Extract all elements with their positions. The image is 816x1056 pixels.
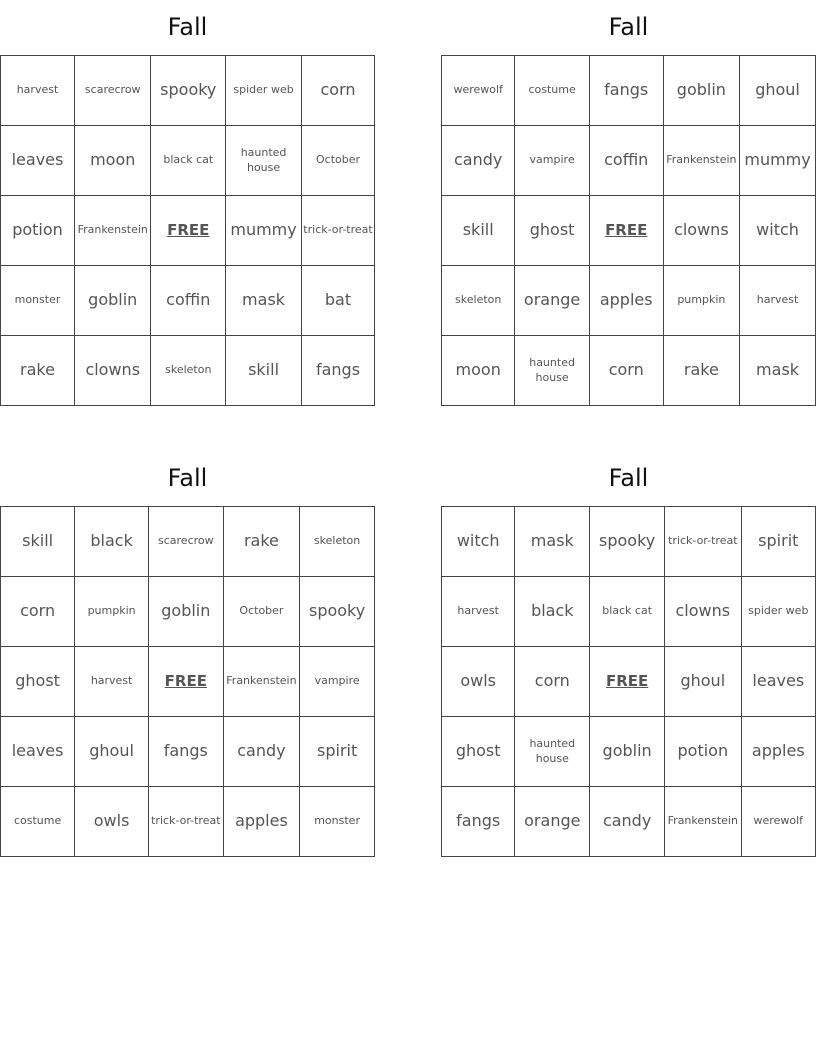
bingo-cell: mummy bbox=[740, 126, 816, 196]
card-title: Fall bbox=[608, 464, 649, 492]
bingo-cell: ghost bbox=[515, 196, 589, 266]
bingo-cell: Frankenstein bbox=[663, 126, 739, 196]
bingo-cell: spirit bbox=[741, 507, 815, 577]
bingo-cell: trick-or-treat bbox=[148, 787, 223, 857]
bingo-cell: mask bbox=[740, 336, 816, 406]
bingo-row bbox=[1, 196, 375, 266]
bingo-cell: pumpkin bbox=[663, 266, 739, 336]
bingo-cell: coffin bbox=[151, 266, 226, 336]
bingo-cell: witch bbox=[442, 507, 515, 577]
bingo-cell: scarecrow bbox=[148, 507, 223, 577]
bingo-cell: goblin bbox=[590, 717, 665, 787]
bingo-cell: Frankenstein bbox=[665, 787, 742, 857]
bingo-row bbox=[1, 647, 375, 717]
bingo-row bbox=[442, 577, 816, 647]
bingo-cell: scarecrow bbox=[74, 56, 151, 126]
bingo-row bbox=[1, 787, 375, 857]
bingo-cell: potion bbox=[1, 196, 75, 266]
bingo-cell: spooky bbox=[590, 507, 665, 577]
bingo-cell: haunted house bbox=[515, 336, 589, 406]
bingo-cell: spooky bbox=[151, 56, 226, 126]
bingo-cell: harvest bbox=[75, 647, 149, 717]
bingo-cell: ghoul bbox=[75, 717, 149, 787]
bingo-cell: corn bbox=[302, 56, 375, 126]
bingo-grid bbox=[0, 55, 375, 406]
bingo-cell: costume bbox=[515, 56, 589, 126]
card-title: Fall bbox=[167, 464, 208, 492]
bingo-cell: mask bbox=[226, 266, 302, 336]
bingo-cell: ghoul bbox=[665, 647, 742, 717]
bingo-cell: vampire bbox=[515, 126, 589, 196]
bingo-cell: monster bbox=[300, 787, 375, 857]
free-space-cell: FREE bbox=[148, 647, 223, 717]
bingo-cell: moon bbox=[74, 126, 151, 196]
bingo-row bbox=[1, 126, 375, 196]
bingo-row bbox=[1, 336, 375, 406]
bingo-cell: clowns bbox=[663, 196, 739, 266]
bingo-row bbox=[442, 126, 816, 196]
bingo-cell: spooky bbox=[300, 577, 375, 647]
bingo-cell: orange bbox=[515, 266, 589, 336]
bingo-cell: monster bbox=[1, 266, 75, 336]
bingo-cell: rake bbox=[663, 336, 739, 406]
card-title: Fall bbox=[608, 13, 649, 41]
bingo-cell: costume bbox=[1, 787, 75, 857]
bingo-cell: skeleton bbox=[300, 507, 375, 577]
bingo-row bbox=[1, 717, 375, 787]
bingo-cell: apples bbox=[741, 717, 815, 787]
bingo-cell: harvest bbox=[1, 56, 75, 126]
bingo-cell: spirit bbox=[300, 717, 375, 787]
bingo-cell: harvest bbox=[442, 577, 515, 647]
bingo-cell: mummy bbox=[226, 196, 302, 266]
bingo-cell: black cat bbox=[151, 126, 226, 196]
bingo-cell: bat bbox=[302, 266, 375, 336]
bingo-grid bbox=[441, 506, 816, 857]
bingo-cell: haunted house bbox=[515, 717, 590, 787]
bingo-cell: candy bbox=[590, 787, 665, 857]
bingo-cell: leaves bbox=[741, 647, 815, 717]
free-space-cell: FREE bbox=[589, 196, 663, 266]
bingo-row bbox=[442, 647, 816, 717]
bingo-cell: Frankenstein bbox=[223, 647, 300, 717]
bingo-row bbox=[442, 196, 816, 266]
bingo-grid bbox=[441, 55, 816, 406]
bingo-cell: moon bbox=[442, 336, 515, 406]
bingo-cell: fangs bbox=[442, 787, 515, 857]
bingo-cell: witch bbox=[740, 196, 816, 266]
bingo-cell: corn bbox=[1, 577, 75, 647]
bingo-cell: apples bbox=[223, 787, 300, 857]
bingo-cell: corn bbox=[515, 647, 590, 717]
bingo-cell: rake bbox=[1, 336, 75, 406]
bingo-row bbox=[442, 787, 816, 857]
bingo-row bbox=[442, 336, 816, 406]
bingo-cell: mask bbox=[515, 507, 590, 577]
bingo-row bbox=[1, 266, 375, 336]
bingo-cell: goblin bbox=[74, 266, 151, 336]
bingo-grid bbox=[0, 506, 375, 857]
bingo-cell: coffin bbox=[589, 126, 663, 196]
bingo-cell: black bbox=[75, 507, 149, 577]
bingo-cell: owls bbox=[442, 647, 515, 717]
bingo-row bbox=[442, 717, 816, 787]
bingo-cell: trick-or-treat bbox=[665, 507, 742, 577]
bingo-cell: candy bbox=[442, 126, 515, 196]
bingo-cell: trick-or-treat bbox=[302, 196, 375, 266]
bingo-cell: werewolf bbox=[442, 56, 515, 126]
bingo-cell: werewolf bbox=[741, 787, 815, 857]
bingo-row bbox=[442, 266, 816, 336]
bingo-cell: leaves bbox=[1, 126, 75, 196]
bingo-row bbox=[1, 577, 375, 647]
bingo-cell: ghoul bbox=[740, 56, 816, 126]
bingo-cell: leaves bbox=[1, 717, 75, 787]
bingo-cell: potion bbox=[665, 717, 742, 787]
bingo-cell: ghost bbox=[1, 647, 75, 717]
bingo-cell: haunted house bbox=[226, 126, 302, 196]
bingo-cell: clowns bbox=[74, 336, 151, 406]
bingo-cell: goblin bbox=[148, 577, 223, 647]
bingo-cell: fangs bbox=[589, 56, 663, 126]
bingo-cell: black bbox=[515, 577, 590, 647]
bingo-cell: owls bbox=[75, 787, 149, 857]
card-title: Fall bbox=[167, 13, 208, 41]
bingo-cell: harvest bbox=[740, 266, 816, 336]
bingo-cell: candy bbox=[223, 717, 300, 787]
bingo-cell: October bbox=[302, 126, 375, 196]
bingo-row bbox=[442, 56, 816, 126]
bingo-cell: apples bbox=[589, 266, 663, 336]
bingo-cell: fangs bbox=[302, 336, 375, 406]
free-space-cell: FREE bbox=[590, 647, 665, 717]
bingo-cell: fangs bbox=[148, 717, 223, 787]
bingo-cell: skill bbox=[226, 336, 302, 406]
bingo-cell: rake bbox=[223, 507, 300, 577]
bingo-cell: skeleton bbox=[151, 336, 226, 406]
bingo-cell: spider web bbox=[226, 56, 302, 126]
bingo-cell: skeleton bbox=[442, 266, 515, 336]
bingo-cell: spider web bbox=[741, 577, 815, 647]
bingo-cell: skill bbox=[1, 507, 75, 577]
bingo-cell: ghost bbox=[442, 717, 515, 787]
bingo-cell: Frankenstein bbox=[74, 196, 151, 266]
bingo-cell: orange bbox=[515, 787, 590, 857]
bingo-row bbox=[1, 507, 375, 577]
bingo-cell: corn bbox=[589, 336, 663, 406]
bingo-row bbox=[442, 507, 816, 577]
bingo-cell: skill bbox=[442, 196, 515, 266]
bingo-cell: pumpkin bbox=[75, 577, 149, 647]
bingo-row bbox=[1, 56, 375, 126]
bingo-cell: October bbox=[223, 577, 300, 647]
bingo-cell: goblin bbox=[663, 56, 739, 126]
bingo-cell: clowns bbox=[665, 577, 742, 647]
free-space-cell: FREE bbox=[151, 196, 226, 266]
bingo-cell: vampire bbox=[300, 647, 375, 717]
bingo-cell: black cat bbox=[590, 577, 665, 647]
